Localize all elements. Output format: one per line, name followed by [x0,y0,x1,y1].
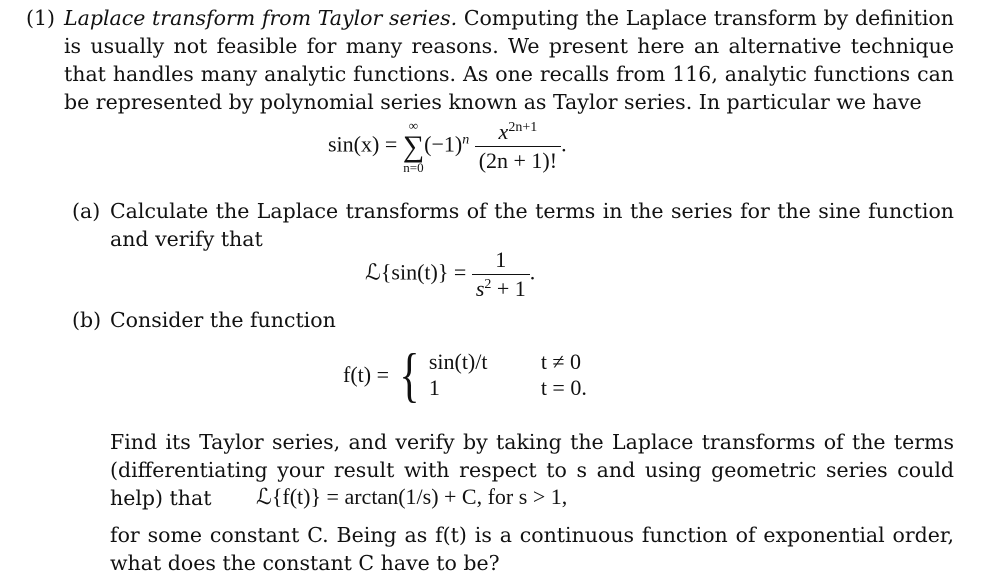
term-numerator: x [498,119,509,144]
problem-intro [64,4,954,116]
part-a-text: Calculate the Laplace transforms of the terms in the series for the sine function and verify that [110,199,954,251]
piecewise-lhs: f(t) = [343,362,389,387]
sum-upper: ∞ [408,117,419,133]
laplace-sine-den-rest: + 1 [491,276,526,301]
laplace-sine-den-base: s [475,276,485,301]
part-b-text: Consider the function [110,308,336,332]
laplace-sine-lhs: ℒ{sin(t)} = [365,259,467,285]
sine-series-equation [328,118,567,175]
case2-condition: t = 0. [540,375,587,400]
series-term-fraction [475,118,561,175]
part-b-question: for some constant C. Being as f(t) is a continuous function of exponential order, what does the constant C have to be? [110,523,954,575]
laplace-sine-equation [365,246,535,303]
sine-lhs: sin(x) = [328,131,398,157]
sign-factor: (−1) [424,131,463,157]
case1-condition: t ≠ 0 [540,349,581,374]
case2-expression: 1 [428,375,440,400]
problem-intro-text: Computing the Laplace transform by definition is usually not feasible for many reasons. We present here an alternative technique that handles many analytic functions. As one recalls from 116, analytic functions can be represented by polynomial series known as Taylor series. In particular we have [64,6,954,114]
case-row-1 [429,349,587,375]
part-b-instructions: Find its Taylor series, and verify by taking the Laplace transforms of the terms (differentiating your result with respect to s and using geometric series could help) that [110,430,954,510]
sum-lower: n=0 [403,159,424,175]
summation [403,119,424,175]
laplace-sine-numerator: 1 [472,246,530,275]
term-denominator: (2n + 1)! [478,148,558,173]
piecewise-cases [429,349,587,401]
laplace-sine-fraction [472,246,530,303]
laplace-sine-den-exp: 2 [484,277,492,292]
part-b-label: (b) [72,308,102,332]
laplace-f-equation: ℒ{f(t)} = arctan(1/s) + C, for s > 1, [256,484,568,509]
part-a-label: (a) [72,199,101,223]
piecewise-function [343,342,587,408]
problem-number: (1) [26,6,56,30]
term-numerator-exponent: 2n+1 [508,120,538,135]
sign-exponent: n [462,132,470,148]
left-brace: { [398,342,419,408]
case1-expression: sin(t)/t [428,349,488,374]
sigma-symbol: ∑ [402,129,425,163]
laplace-sine-end: . [529,259,536,285]
sine-end: . [561,131,567,157]
case-row-2 [429,375,587,401]
problem-title: Laplace transform from Taylor series. [64,6,458,30]
